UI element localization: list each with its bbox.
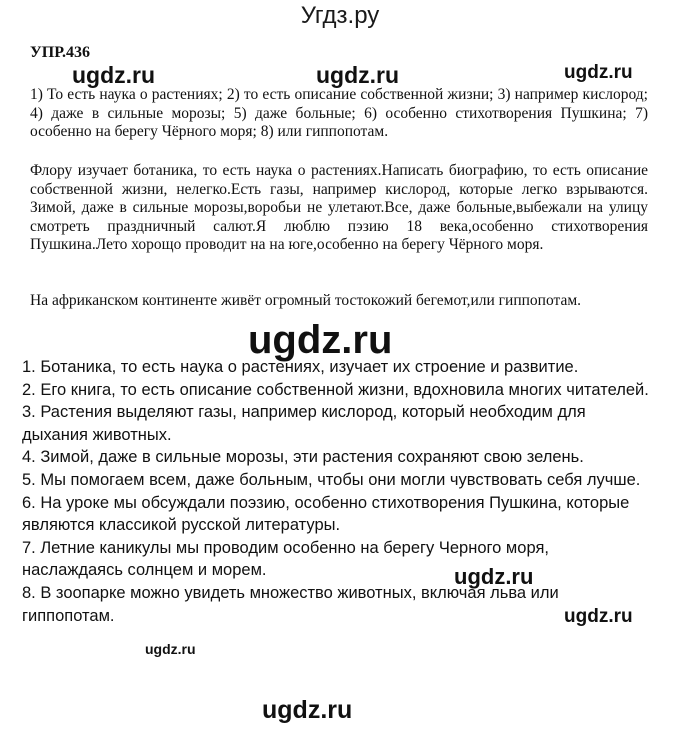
sentence-item: 5. Мы помогаем всем, даже больным, чтобы они могли чувствовать себя лучше. bbox=[22, 470, 641, 489]
sentence-item: 6. На уроке мы обсуждали поэзию, особенно стихотворения Пушкина, которые являются классикой русской литературы. bbox=[22, 493, 630, 535]
sentence-item: 8. В зоопарке можно увидеть множество животных, включая льва или гиппопотам. bbox=[22, 583, 559, 625]
watermark: ugdz.ru bbox=[316, 62, 400, 88]
watermark: ugdz.ru bbox=[564, 62, 633, 83]
text-paragraph-2: На африканском континенте живёт огромный тостокожий бегемот,или гиппопотам. bbox=[30, 292, 582, 309]
site-title: Угдз.ру bbox=[300, 2, 380, 29]
watermark: ugdz.ru bbox=[262, 696, 353, 724]
watermark: ugdz.ru bbox=[454, 564, 534, 589]
text-paragraph: Флору изучает ботаника, то есть наука о растениях.Написать биографию, то есть описание собственной жизни, нелегко.Есть газы, например кислород, которые легко взрываются. Зимой, даже в сильные морозы,воробьи не улетают.Все, даже больные,выбежали на улицу смотреть праздничный салют.Я люблю пэзию 18 века,особенно стихотворения Пушкина.Лето хорощо проводит на на юге,особенно на берегу Чёрного моря. bbox=[30, 162, 648, 253]
sentence-item: 1. Ботаника, то есть наука о растениях, изучает их строение и развитие. bbox=[22, 358, 579, 376]
watermark: ugdz.ru bbox=[72, 62, 156, 88]
watermark-large: ugdz.ru bbox=[248, 318, 393, 362]
sentence-list bbox=[22, 356, 652, 627]
exercise-title: УПР.436 bbox=[30, 44, 90, 61]
answers-line: 1) То есть наука о растениях; 2) то есть описание собственной жизни; 3) например кислород; 4) даже в сильные морозы; 5) даже больные; 6) особенно стихотворения Пушкина; 7) особенно на берегу Чёрного моря; 8) или гиппопотам. bbox=[30, 86, 648, 140]
sentence-item: 4. Зимой, даже в сильные морозы, эти растения сохраняют свою зелень. bbox=[22, 448, 584, 467]
watermark-small: ugdz.ru bbox=[145, 641, 196, 657]
sentence-item: 2. Его книга, то есть описание собственной жизни, вдохновила многих читателей. bbox=[22, 380, 649, 399]
sentence-item: 7. Летние каникулы мы проводим особенно на берегу Черного моря, наслаждаясь солнцем и морем. bbox=[22, 538, 549, 580]
sentence-item: 3. Растения выделяют газы, например кислород, который необходим для дыхания животных. bbox=[22, 403, 586, 444]
watermark: ugdz.ru bbox=[564, 606, 633, 627]
